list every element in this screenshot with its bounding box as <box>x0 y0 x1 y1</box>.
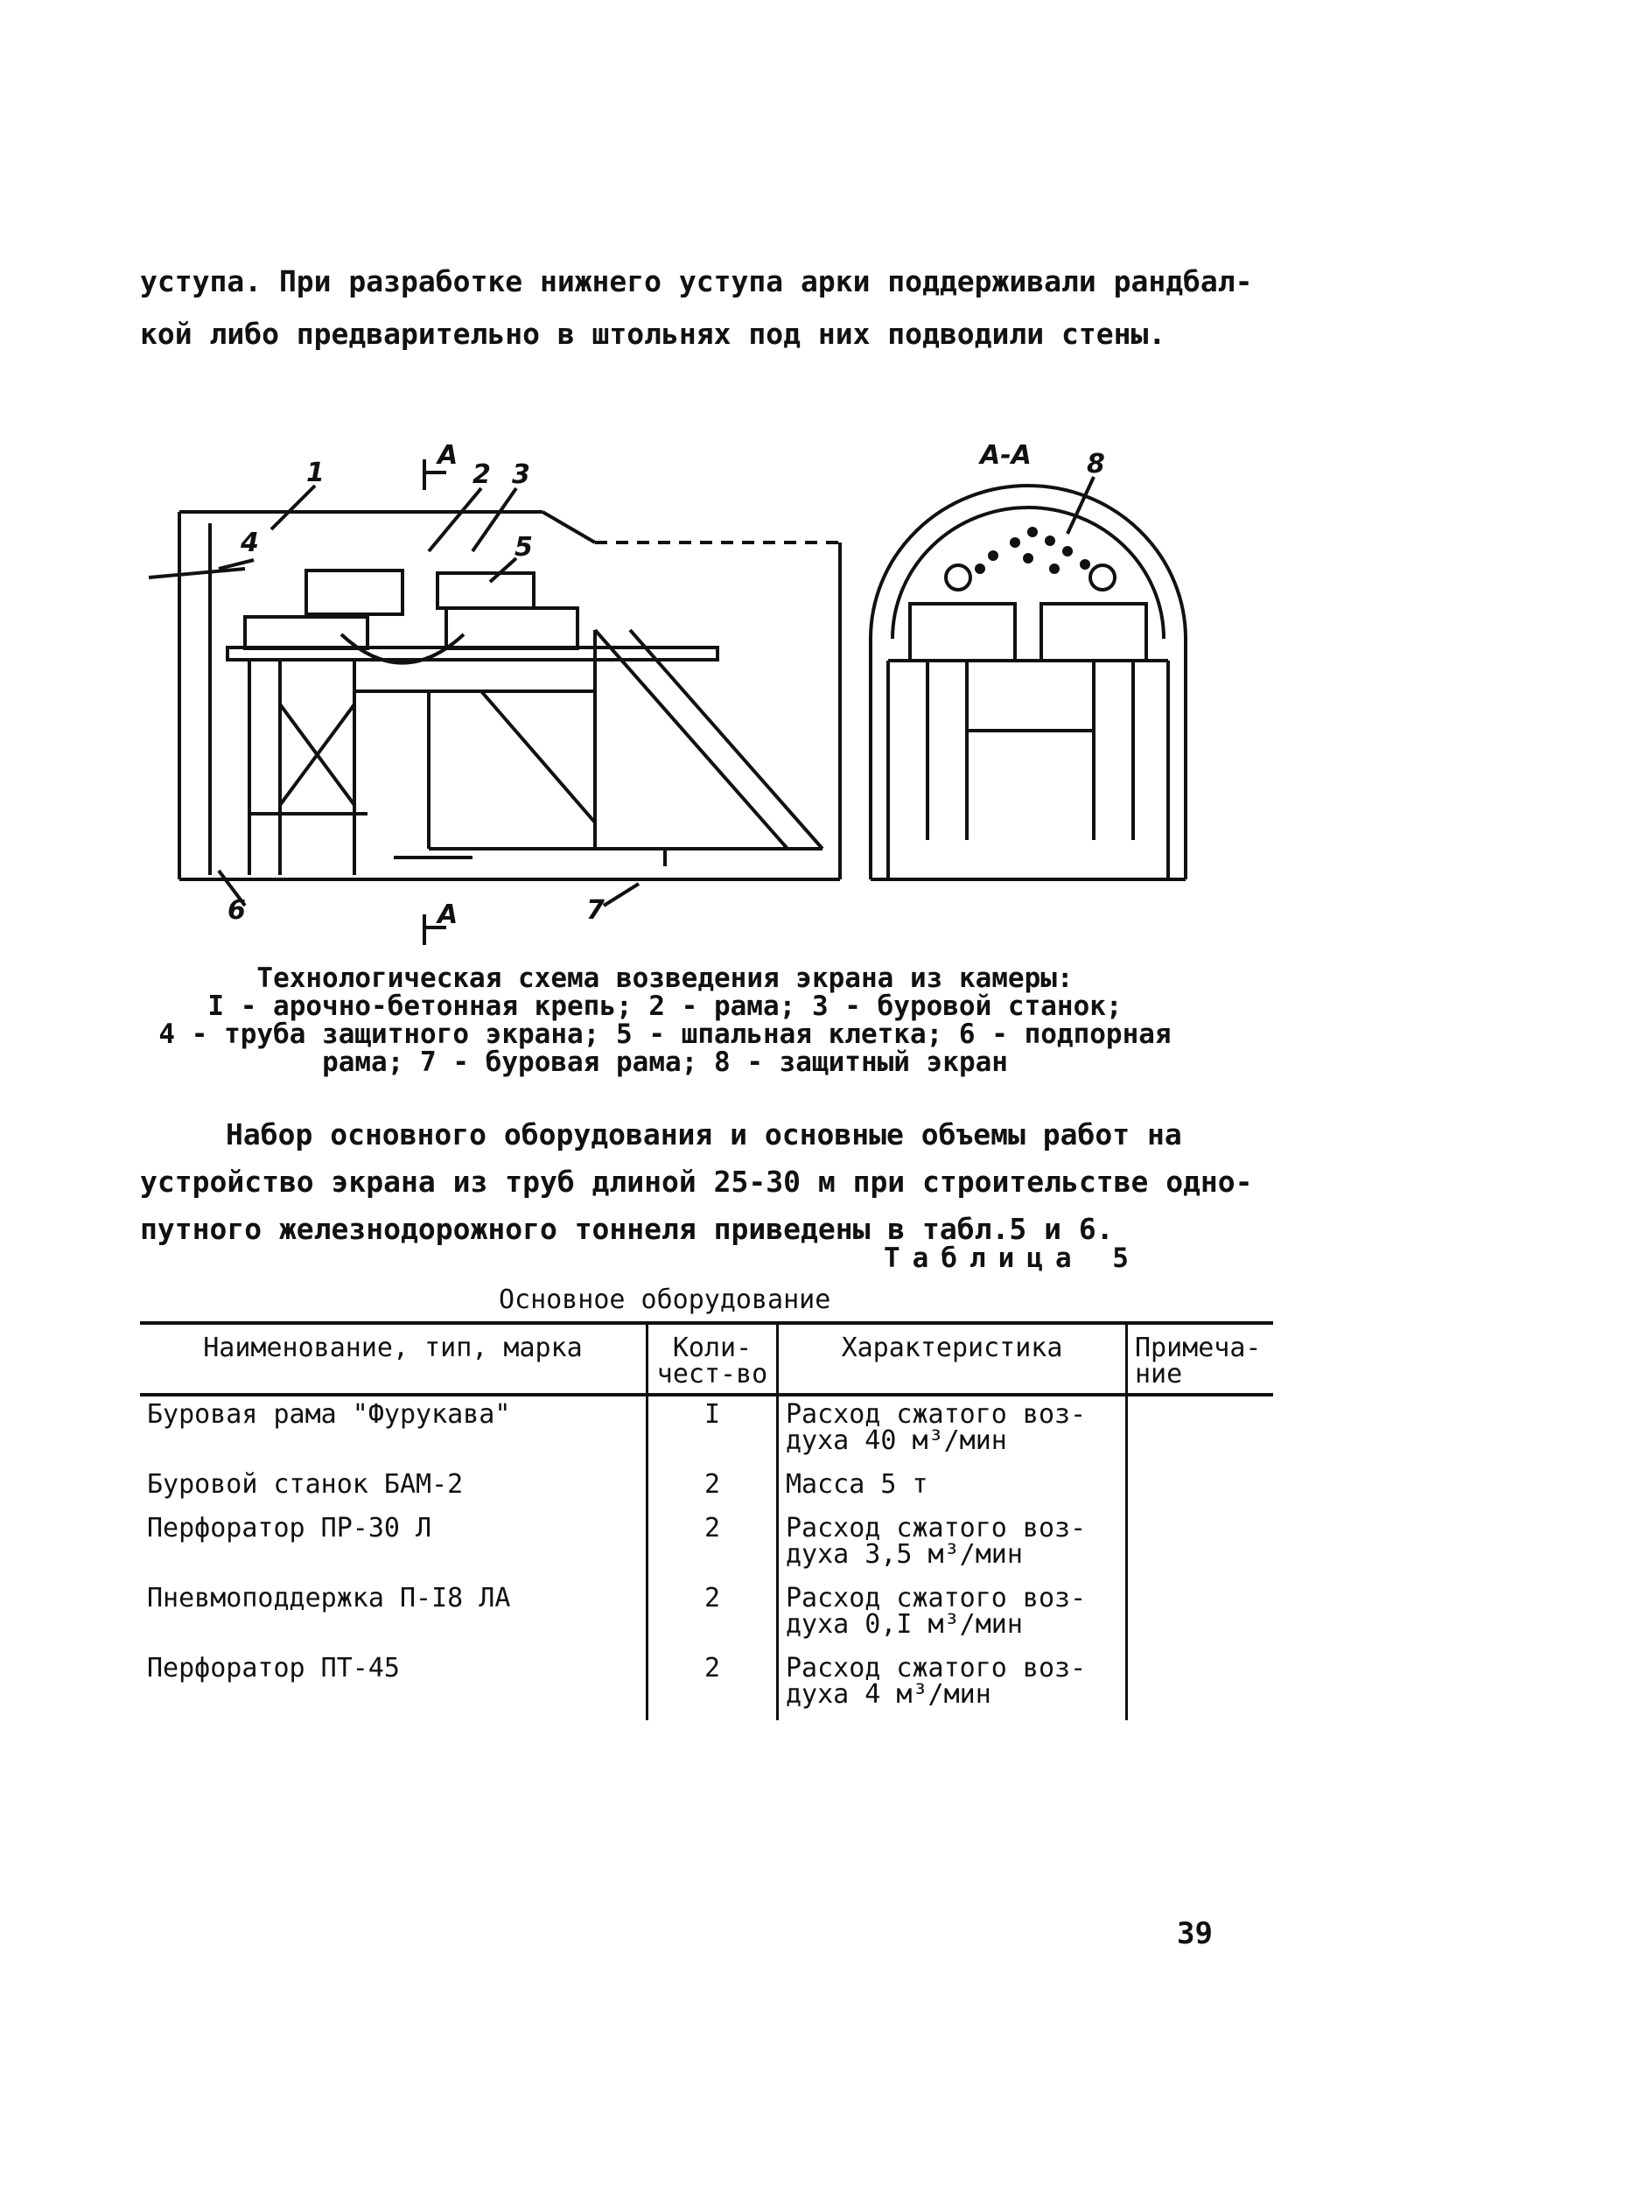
table-header-row <box>140 1323 1273 1395</box>
cell-name: Пневмоподдержка П-I8 ЛА <box>147 1583 511 1614</box>
cell-note <box>1127 1395 1274 1466</box>
table-row <box>140 1466 1273 1510</box>
cell-name: Перфоратор ПР-30 Л <box>147 1513 432 1544</box>
cell-note <box>1127 1510 1274 1580</box>
table-row <box>140 1650 1273 1720</box>
cell-qty: 2 <box>648 1466 778 1510</box>
callout-1: 1 <box>306 458 325 488</box>
body-paragraph <box>140 1111 1253 1253</box>
header-note: Примеча-ние <box>1135 1333 1262 1390</box>
cell-spec: Расход сжатого воз-духа 0,I м³/мин <box>778 1580 1127 1650</box>
table-row <box>140 1580 1273 1650</box>
table-label: Таблица 5 <box>884 1242 1141 1274</box>
header-spec: Характеристика <box>778 1323 1127 1395</box>
cell-name: Буровой станок БАМ-2 <box>147 1469 464 1500</box>
cell-note <box>1127 1580 1274 1650</box>
cell-spec: Расход сжатого воз-духа 3,5 м³/мин <box>778 1510 1127 1580</box>
callout-2: 2 <box>472 459 491 490</box>
cell-note <box>1127 1466 1274 1510</box>
body-line: устройство экрана из труб длиной 25-30 м при строительстве одно- <box>140 1165 1253 1199</box>
callout-7: 7 <box>586 895 605 926</box>
intro-paragraph <box>140 256 1253 360</box>
callout-8: 8 <box>1087 449 1105 480</box>
cell-qty: I <box>648 1395 778 1466</box>
cell-spec: Расход сжатого воз-духа 4 м³/мин <box>778 1650 1127 1720</box>
cell-qty: 2 <box>648 1510 778 1580</box>
cell-name: Буровая рама "Фурукава" <box>147 1399 511 1430</box>
cut-mark-top: А <box>438 440 458 471</box>
page-number: 39 <box>1177 1916 1213 1951</box>
cell-name: Перфоратор ПТ-45 <box>147 1653 400 1684</box>
cell-qty: 2 <box>648 1650 778 1720</box>
table-row <box>140 1395 1273 1466</box>
callout-3: 3 <box>512 459 530 490</box>
callout-5: 5 <box>514 532 533 563</box>
caption-line: 4 - труба защитного экрана; 5 - шпальная клетка; 6 - подпорная <box>158 1018 1172 1050</box>
cut-mark-bottom: А <box>438 900 458 930</box>
equipment-table <box>140 1321 1273 1720</box>
header-qty: Коли-чест-во <box>648 1323 778 1395</box>
intro-line: уступа. При разработке нижнего уступа арки поддерживали рандбал- <box>140 264 1253 298</box>
cell-qty: 2 <box>648 1580 778 1650</box>
table-title: Основное оборудование <box>499 1284 831 1315</box>
callout-6: 6 <box>228 895 246 926</box>
cell-spec: Расход сжатого воз-духа 40 м³/мин <box>778 1395 1127 1466</box>
figure-caption <box>140 964 1190 1076</box>
caption-line: Технологическая схема возведения экрана из камеры: <box>256 962 1074 994</box>
cell-spec: Масса 5 т <box>778 1466 1127 1510</box>
section-label: А-А <box>980 440 1032 471</box>
technical-figure <box>140 429 1225 954</box>
body-line: путного железнодорожного тоннеля приведены в табл.5 и 6. <box>140 1212 1114 1246</box>
table-row <box>140 1510 1273 1580</box>
caption-line: I - арочно-бетонная крепь; 2 - рама; 3 - буровой станок; <box>207 990 1123 1022</box>
caption-line: рама; 7 - буровая рама; 8 - защитный экран <box>322 1046 1008 1078</box>
intro-line: кой либо предварительно в штольнях под них подводили стены. <box>140 317 1166 351</box>
header-name: Наименование, тип, марка <box>203 1333 583 1363</box>
body-line: Набор основного оборудования и основные объемы работ на <box>226 1117 1182 1152</box>
cell-note <box>1127 1650 1274 1720</box>
callout-4: 4 <box>241 528 259 558</box>
